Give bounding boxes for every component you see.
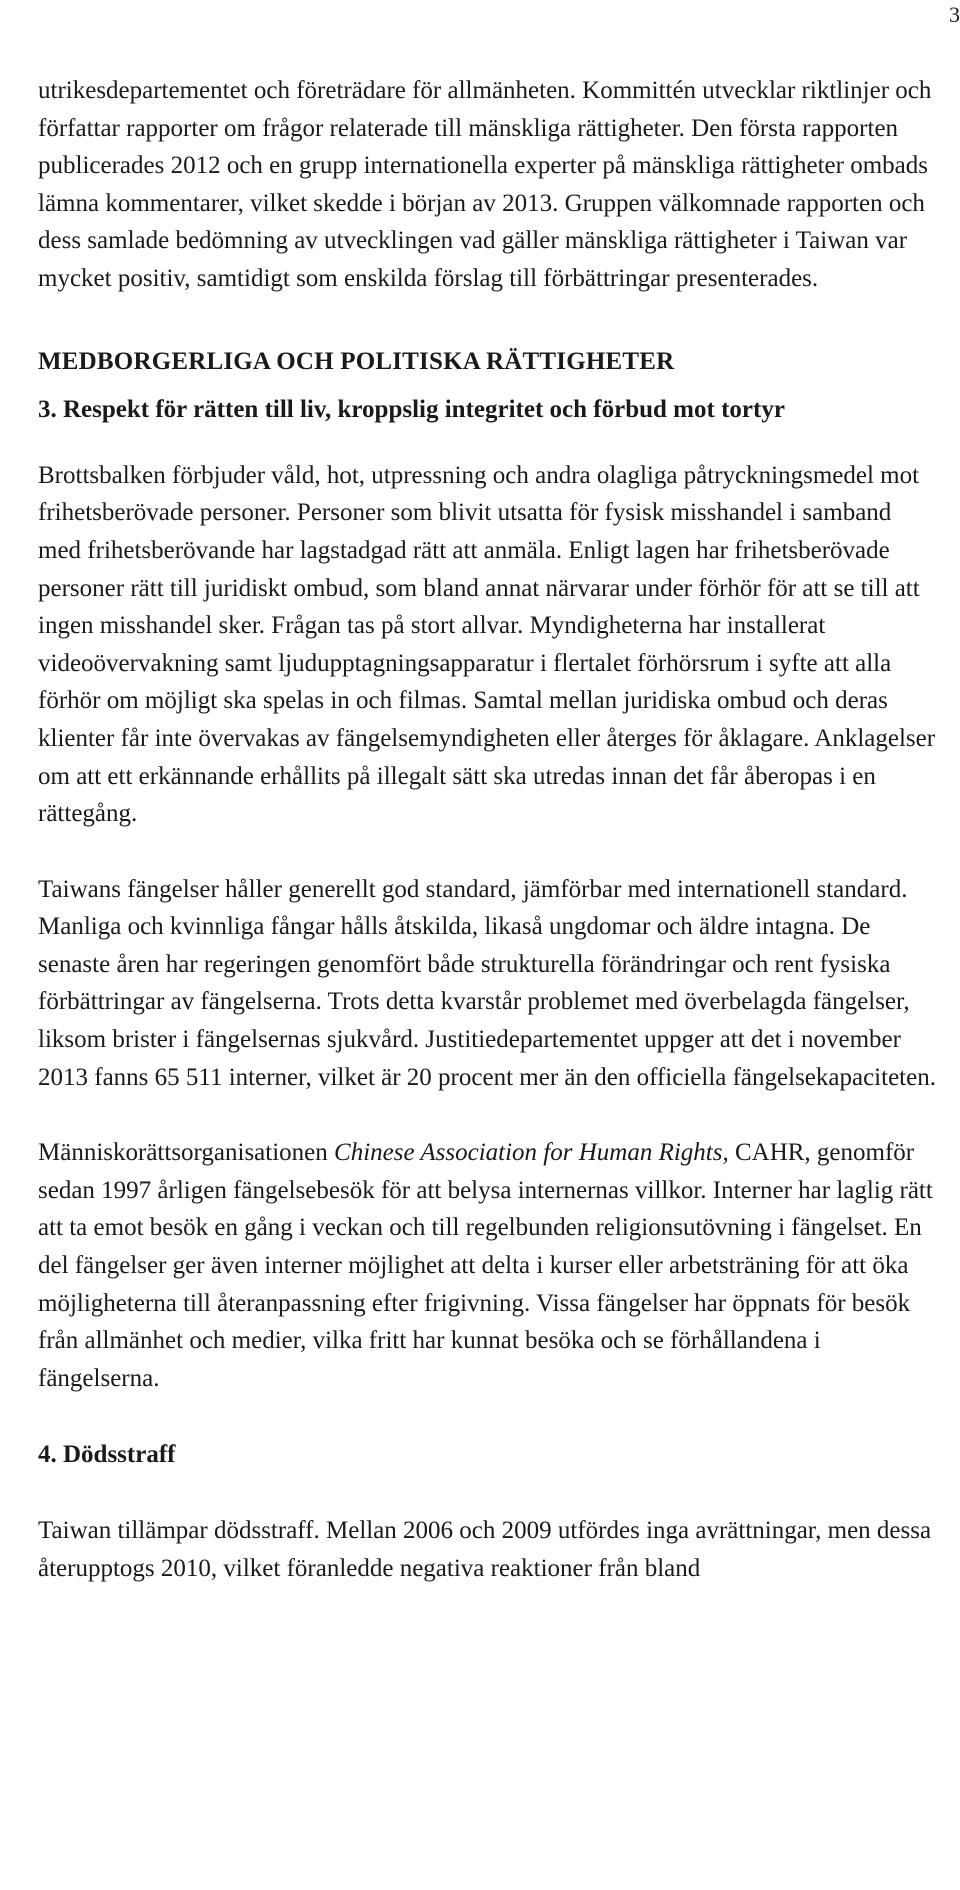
organization-name: Chinese Association for Human Rights, [334,1139,729,1167]
section-4-heading: 4. Dödsstraff [38,1441,176,1469]
paragraph-3-body: CAHR, genomför sedan 1997 årligen fängelsebesök för att belysa internernas villkor. Interner har laglig rätt att ta emot besök en gång i veckan och till regelbunden religionsutövning i fängelset. En del fängelser ger även interner möjlighet att delta i kurser eller arbetsträning för att öka möjligheterna till återanpassning efter frigivning. Vissa fängelser har öppnats för besök från allmänhet och medier, vilka fritt har kunnat besöka och se förhållandena i fängelserna. [38,1139,933,1392]
document-body [38,72,938,1587]
intro-paragraph: utrikesdepartementet och företrädare för allmänheten. Kommittén utvecklar riktlinjer och författar rapporter om frågor relaterade till mänskliga rättigheter. Den första rapporten publicerades 2012 och en grupp internationella experter på mänskliga rättigheter ombads lämna kommentarer, vilket skedde i början av 2013. Gruppen välkomnade rapporten och dess samlade bedömning av utvecklingen vad gäller mänskliga rättigheter i Taiwan var mycket positiv, samtidigt som enskilda förslag till förbättringar presenterades. [38,77,932,292]
page-number: 3 [949,2,960,27]
paragraph-3-lead: Människorättsorganisationen [38,1139,335,1167]
section-4-paragraph-1: Taiwan tillämpar dödsstraff. Mellan 2006 och 2009 utfördes inga avrättningar, men dessa återupptogs 2010, vilket föranledde negativa reaktioner från bland [38,1517,932,1582]
section-heading-civil-political-rights: MEDBORGERLIGA OCH POLITISKA RÄTTIGHETER [38,347,675,375]
section-3-paragraph-2: Taiwans fängelser håller generellt god standard, jämförbar med internationell standard. Manliga och kvinnliga fångar hålls åtskilda, likaså ungdomar och äldre intagna. De senaste åren har regeringen genomfört både strukturella förändringar och rent fysiska förbättringar av fängelserna. Trots detta kvarstår problemet med överbelagda fängelser, liksom brister i fängelsernas sjukvård. Justitiedepartementet uppger att det i november 2013 fanns 65 511 interner, vilket är 20 procent mer än den officiella fängelsekapaciteten. [38,875,936,1091]
section-3-heading: 3. Respekt för rätten till liv, kroppslig integritet och förbud mot tortyr [38,396,785,424]
section-3-paragraph-1: Brottsbalken förbjuder våld, hot, utpressning och andra olagliga påtryckningsmedel mot frihetsberövade personer. Personer som blivit utsatta för fysisk misshandel i samband med frihetsberövande har lagstadgad rätt att anmäla. Enligt lagen har frihetsberövade personer rätt till juridiskt ombud, som bland annat närvarar under förhör för att se till att ingen misshandel sker. Frågan tas på stort allvar. Myndigheterna har installerat videoövervakning samt ljudupptagningsapparatur i flertalet förhörsrum i syfte att alla förhör om möjligt ska spelas in och filmas. Samtal mellan juridiska ombud och deras klienter får inte övervakas av fängelsemyndigheten eller återges för åklagare. Anklagelser om att ett erkännande erhållits på illegalt sätt ska utredas innan det får åberopas i en rättegång. [38,461,936,828]
section-3-paragraph-3 [38,1134,938,1397]
